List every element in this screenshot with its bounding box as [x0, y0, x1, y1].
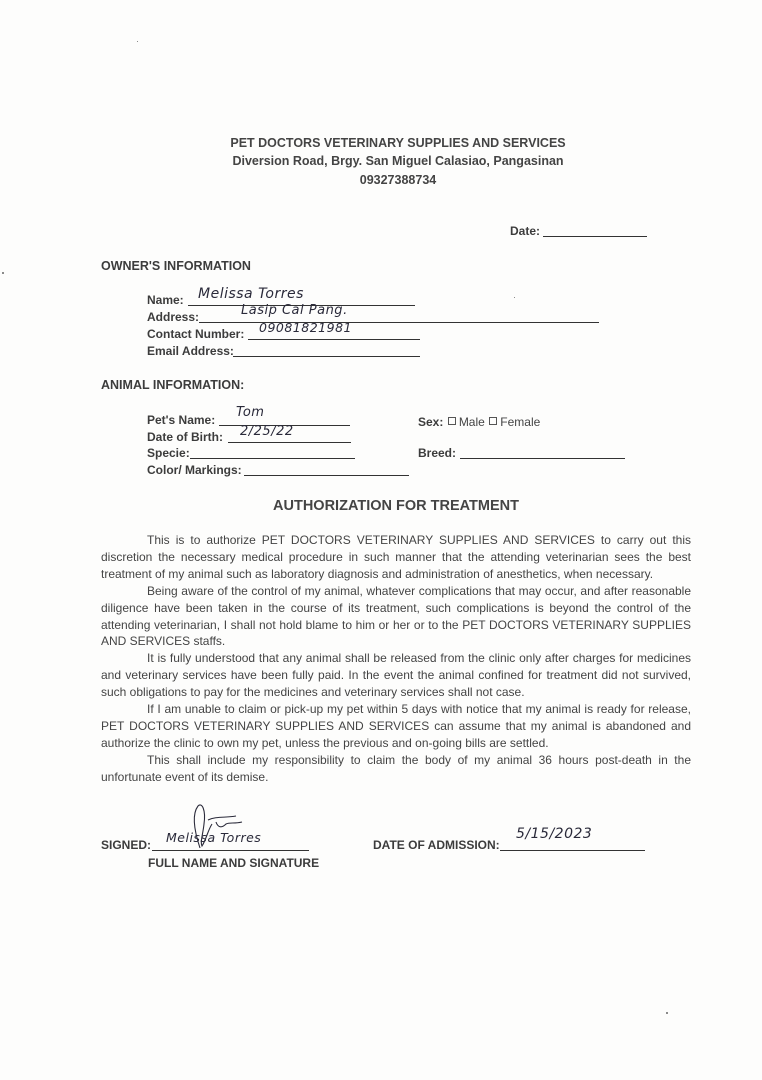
signed-name-value: Melissa Torres — [166, 830, 262, 845]
specie-field[interactable] — [190, 458, 355, 459]
scan-speck — [514, 297, 515, 298]
authorization-paragraph: It is fully understood that any animal shall be released from the clinic only after charges for medicines and veterinary services have been fully paid. In the event the animal confined for treatment did not survived, such obligations to pay for the medicines and veterinary services shall not case. — [101, 651, 691, 700]
authorization-paragraph: If I am unable to claim or pick-up my pet within 5 days with notice that my animal is ready for release, PET DOCTORS VETERINARY SUPPLIES AND SERVICES can assume that my animal is abandoned and authorize the clinic to own my pet, unless the previous and on-going bills are settled. — [101, 702, 691, 750]
admission-date-field[interactable] — [500, 850, 645, 851]
date-label: Date: — [510, 224, 541, 238]
sex-label: Sex: — [418, 415, 444, 429]
authorization-paragraph: This is to authorize PET DOCTORS VETERINARY SUPPLIES AND SERVICES to carry out this discretion the necessary medical procedure in such manner that the attending veterinarian sees the best treatment of my animal such as laboratory diagnosis and administration of anesthetics, when necessary. — [101, 533, 691, 581]
specie-label: Specie: — [147, 446, 190, 460]
signed-label: SIGNED: — [101, 838, 152, 852]
pet-name-label: Pet's Name: — [147, 413, 216, 427]
female-checkbox[interactable] — [489, 417, 497, 425]
sex-field — [418, 413, 540, 431]
contact-number-label: Contact Number: — [147, 327, 245, 341]
owner-name-label: Name: — [147, 293, 184, 307]
animal-section-title: ANIMAL INFORMATION: — [101, 378, 245, 392]
scan-speck — [2, 272, 4, 274]
male-checkbox[interactable] — [448, 417, 456, 425]
admission-date-label: DATE OF ADMISSION: — [373, 838, 500, 852]
pet-name-value: Tom — [236, 405, 265, 420]
dob-value: 2/25/22 — [240, 424, 294, 439]
contact-number-value: 09081821981 — [259, 320, 352, 335]
authorization-title: AUTHORIZATION FOR TREATMENT — [273, 498, 519, 514]
scan-speck — [137, 41, 138, 42]
signature-scribble — [186, 800, 246, 852]
owner-name-value: Melissa Torres — [198, 286, 304, 302]
color-markings-field[interactable] — [244, 475, 409, 476]
female-label: Female — [500, 415, 541, 429]
color-markings-label: Color/ Markings: — [147, 463, 242, 477]
dob-label: Date of Birth: — [147, 430, 223, 444]
breed-field[interactable] — [460, 458, 625, 459]
dob-field[interactable] — [228, 442, 351, 443]
owner-section-title: OWNER'S INFORMATION — [101, 259, 251, 273]
authorization-paragraph: This shall include my responsibility to claim the body of my animal 36 hours post-death in the unfortunate event of its demise. — [101, 752, 691, 784]
authorization-body — [101, 532, 691, 786]
email-label: Email Address: — [147, 344, 234, 358]
contact-number-field[interactable] — [248, 339, 420, 340]
scan-speck — [666, 1012, 668, 1014]
company-address: Diversion Road, Brgy. San Miguel Calasiao, Pangasinan — [232, 154, 564, 168]
company-phone: 09327388734 — [359, 173, 437, 187]
male-label: Male — [458, 415, 485, 429]
authorization-paragraph: Being aware of the control of my animal, whatever complications that may occur, and after reasonable diligence have been taken in the course of its treatment, such complications is beyond the control of the attending veterinarian, I shall not hold blame to him or her or to the PET DOCTORS VETERINARY SUPPLIES AND SERVICES staffs. — [101, 583, 691, 649]
breed-label: Breed: — [418, 446, 457, 460]
date-field[interactable] — [543, 236, 647, 237]
company-name: PET DOCTORS VETERINARY SUPPLIES AND SERVICES — [230, 136, 566, 150]
owner-address-label: Address: — [147, 310, 200, 324]
owner-address-value: Lasip Cal Pang. — [241, 303, 348, 318]
admission-date-value: 5/15/2023 — [516, 826, 593, 842]
signature-caption: FULL NAME AND SIGNATURE — [148, 856, 320, 870]
email-field[interactable] — [233, 356, 420, 357]
